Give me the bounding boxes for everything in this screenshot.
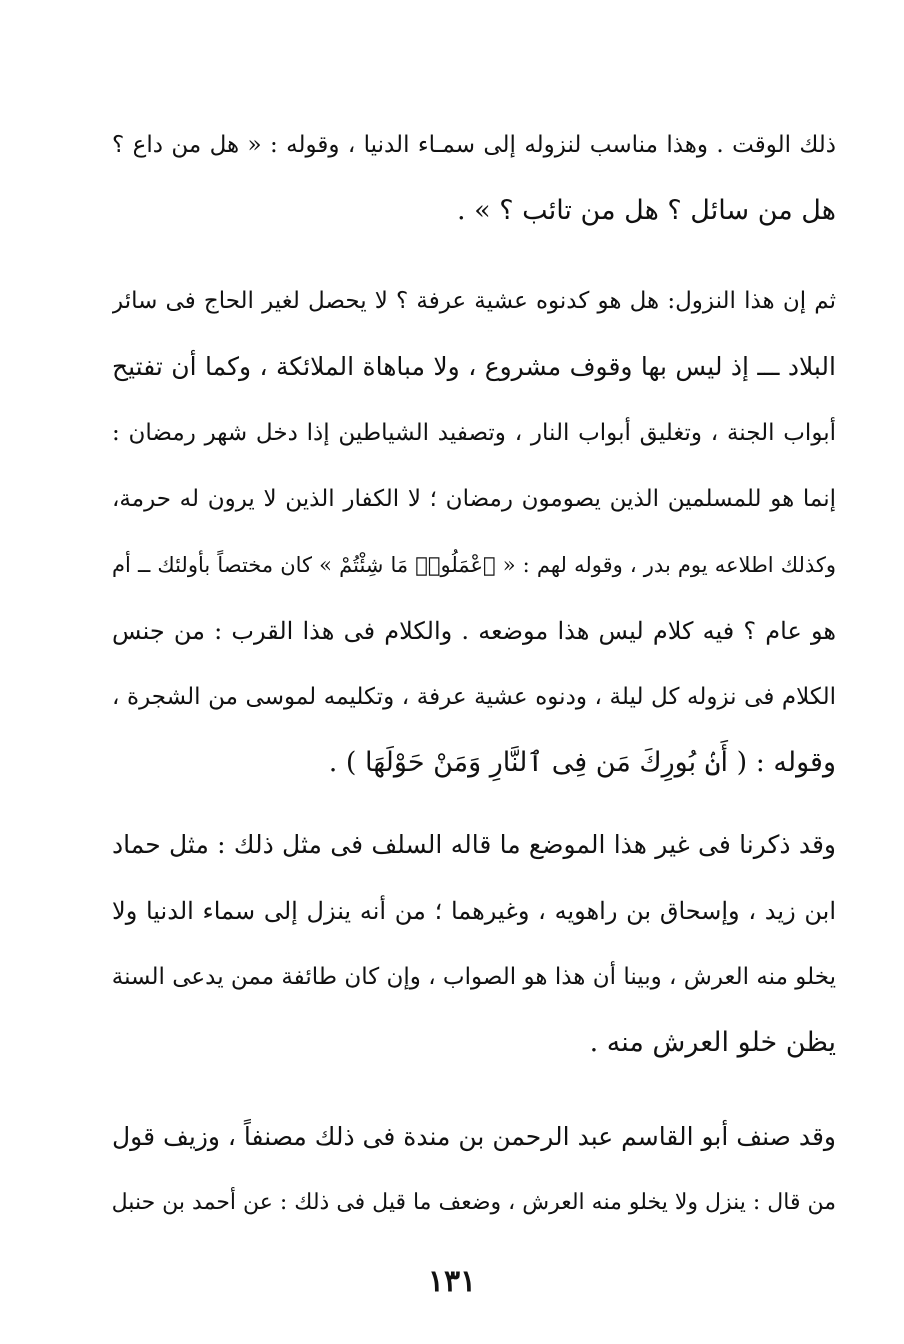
paragraph-3	[112, 812, 836, 1076]
paragraph-line: أبواب الجنة ، وتغليق أبواب النار ، وتصفيد الشياطين إذا دخل شهر رمضان :	[112, 420, 836, 446]
paragraph-line: الكلام فى نزوله كل ليلة ، ودنوه عشية عرفة ، وتكليمه لموسى من الشجرة ،	[112, 684, 836, 710]
paragraph-4	[112, 1104, 836, 1236]
page-number: ١٣١	[427, 1264, 477, 1299]
paragraph-line: إنما هو للمسلمين الذين يصومون رمضان ؛ لا الكفار الذين لا يرون له حرمة،	[112, 486, 836, 512]
paragraph-1	[112, 112, 836, 244]
paragraph-line: البلاد ـــ إذ ليس بها وقوف مشروع ، ولا مباهاة الملائكة ، وكما أن تفتيح	[112, 352, 836, 381]
paragraph-line: وقد صنف أبو القاسم عبد الرحمن بن مندة فى ذلك مصنفاً ، وزيف قول	[112, 1122, 836, 1151]
paragraph-line: وقد ذكرنا فى غير هذا الموضع ما قاله السلف فى مثل ذلك : مثل حماد	[112, 830, 836, 859]
paragraph-line: ذلك الوقت . وهذا مناسب لنزوله إلى سمـاء الدنيا ، وقوله : « هل من داع ؟	[112, 132, 836, 158]
paragraph-line: وقوله : ( أَنۢ بُورِكَ مَن فِى ٱلنَّارِ وَمَنْ حَوْلَهَا ) .	[328, 747, 836, 778]
paragraph-2	[112, 268, 836, 796]
paragraph-line: يظن خلو العرش منه .	[589, 1027, 836, 1058]
paragraph-line: ثم إن هذا النزول: هل هو كدنوه عشية عرفة ؟ لا يحصل لغير الحاج فى سائر	[112, 288, 836, 314]
paragraph-line: هو عام ؟ فيه كلام ليس هذا موضعه . والكلام فى هذا القرب : من جنس	[112, 617, 836, 645]
paragraph-line: يخلو منه العرش ، وبينا أن هذا هو الصواب ، وإن كان طائفة ممن يدعى السنة	[112, 964, 836, 990]
paragraph-line: هل من سائل ؟ هل من تائب ؟ » .	[457, 195, 836, 226]
paragraph-line: وكذلك اطلاعه يوم بدر ، وقوله لهم : « ٱعْمَلُوا۟ مَا شِئْتُمْ » كان مختصاً بأولئك ــ أم	[112, 553, 836, 577]
paragraph-line: من قال : ينزل ولا يخلو منه العرش ، وضعف ما قيل فى ذلك : عن أحمد بن حنبل	[112, 1190, 836, 1215]
paragraph-line: ابن زيد ، وإسحاق بن راهويه ، وغيرهما ؛ من أنه ينزل إلى سماء الدنيا ولا	[112, 897, 836, 925]
